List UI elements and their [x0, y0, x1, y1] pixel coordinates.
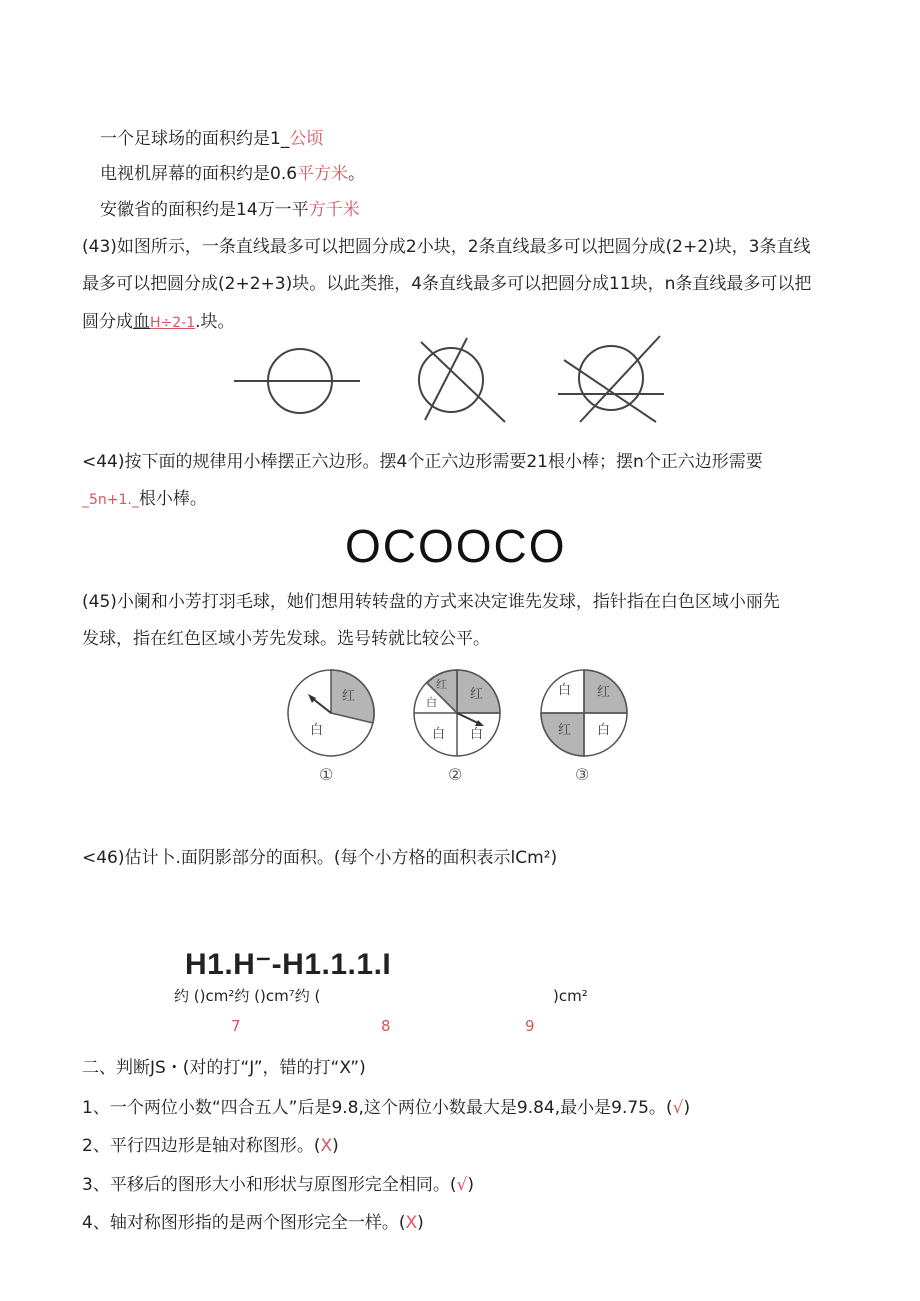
spinner-2-white-label-2: 白 — [432, 727, 446, 742]
q46-units-a: 约 ()cm²约 ()cm⁷约 ( — [174, 987, 321, 1005]
judge-item-2-mark: X — [320, 1136, 333, 1156]
section-2-title: 二、判断JS・(对的打“J”，错的打“X”) — [82, 1058, 366, 1078]
circle-cut-figure-3 — [556, 332, 666, 427]
q43-line-3 — [82, 310, 235, 335]
q45-line-1: (45)小阑和小芳打羽毛球，她们想用转转盘的方式来决定谁先发球，指针指在白色区域小丽先 — [82, 592, 780, 612]
q44-line-2 — [82, 487, 207, 512]
judge-item-1-close: ) — [683, 1098, 691, 1118]
spinner-3-number: ③ — [575, 765, 590, 784]
spinner-2-white-label-1: 白 — [426, 696, 437, 709]
spinner-1 — [288, 668, 380, 786]
area-item-2 — [100, 162, 365, 186]
area-item-1-answer: 公顷 — [289, 129, 324, 149]
area-item-2-num: 0.6 — [270, 164, 298, 184]
judge-item-1-num: 1、 — [82, 1098, 110, 1118]
q43-line-2: 最多可以把圆分成(2+2+3)块。以此类推，4条直线最多可以把圆分成11块，n条直线最多可以把 — [82, 274, 812, 294]
q46-answer-2: 8 — [381, 1017, 391, 1035]
judge-item-1-mark: √ — [672, 1098, 684, 1118]
judge-item-3 — [82, 1173, 474, 1197]
q43-line-3-suffix: .块。 — [195, 312, 235, 332]
area-item-2-suffix: 。 — [348, 164, 366, 184]
judge-item-3-mark: √ — [456, 1175, 468, 1195]
spinner-3-white-label-2: 白 — [597, 723, 611, 738]
area-item-3-prefix: 安徽省的面积约是 — [100, 200, 236, 220]
q44-line-2-suffix: 根小棒。 — [138, 489, 207, 509]
spinner-2-red-label-2: 红 — [436, 678, 447, 691]
area-item-2-prefix: 电视机屏幕的面积约是 — [100, 164, 270, 184]
spinner-3-white-label-1: 白 — [558, 683, 572, 698]
judge-item-1-text: 一个两位小数“四合五人”后是9.8,这个两位小数最大是9.84,最小是9.75。( — [109, 1098, 673, 1118]
spinner-2-white-label-3: 白 — [470, 727, 484, 742]
judge-item-3-close: ) — [467, 1175, 474, 1195]
area-item-3-answer: 方千米 — [308, 200, 360, 220]
spinner-1-number: ① — [319, 765, 334, 784]
area-item-1 — [100, 127, 323, 151]
spinner-3 — [541, 668, 633, 786]
q44-answer: _5n+1._ — [82, 492, 139, 508]
judge-item-4-close: ) — [417, 1213, 424, 1233]
q46-answer-3: 9 — [525, 1017, 535, 1035]
area-item-3-mid: 万一平 — [257, 200, 309, 220]
area-item-1-prefix: 一个足球场的面积约是 — [100, 129, 270, 149]
q43-line-1: (43)如图所示，一条直线最多可以把圆分成2小块，2条直线最多可以把圆分成(2+2)块，3条直线 — [82, 237, 811, 257]
judge-item-2-num: 2、 — [82, 1136, 110, 1156]
spinner-3-red-label-2: 红 — [558, 723, 572, 738]
q46-answer-1: 7 — [231, 1017, 241, 1035]
spinner-3-red-label-1: 红 — [597, 685, 611, 700]
area-item-3 — [100, 198, 360, 222]
judge-item-1 — [82, 1096, 690, 1120]
area-item-1-num: 1_ — [270, 129, 290, 149]
judge-item-2-text: 平行四边形是轴对称图形。( — [109, 1136, 321, 1156]
spinner-1-white-label: 白 — [310, 723, 324, 738]
q43-answer-a: 血 — [133, 312, 150, 332]
judge-item-3-num: 3、 — [82, 1175, 110, 1195]
spinner-1-red-label: 红 — [342, 689, 356, 704]
circle-cut-figure-2 — [415, 336, 510, 426]
judge-item-4 — [82, 1211, 424, 1235]
q46-line-1: <46)估计卜.面阴影部分的面积。(每个小方格的面积表示lCm²) — [82, 848, 558, 868]
q43-answer-b: H÷2-1 — [150, 315, 196, 331]
circle-cut-figure-1 — [232, 340, 362, 420]
q45-line-2: 发球，指在红色区域小芳先发球。选号转就比较公平。 — [82, 629, 490, 649]
q44-line-1: <44)按下面的规律用小棒摆正六边形。摆4个正六边形需要21根小棒；摆n个正六边形需要 — [82, 452, 763, 472]
spinner-2-number: ② — [448, 765, 463, 784]
judge-item-2 — [82, 1134, 339, 1158]
spinner-2-red-label-1: 红 — [470, 687, 484, 702]
area-item-2-answer: 平方米 — [297, 164, 349, 184]
judge-item-4-num: 4、 — [82, 1213, 110, 1233]
q46-grid-text: H1.H⁻-H1.1.1.I — [185, 948, 392, 981]
judge-item-2-close: ) — [332, 1136, 339, 1156]
judge-item-3-text: 平移后的图形大小和形状与原图形完全相同。( — [109, 1175, 457, 1195]
q46-units-b: )cm² — [553, 987, 588, 1005]
q43-line-3-prefix: 圆分成 — [82, 312, 133, 332]
hexagon-sticks-figure: OCOOCO — [345, 520, 567, 572]
area-item-3-num: 14 — [236, 200, 258, 220]
spinner-2 — [414, 668, 506, 786]
judge-item-4-text: 轴对称图形指的是两个图形完全一样。( — [109, 1213, 406, 1233]
judge-item-4-mark: X — [405, 1213, 418, 1233]
